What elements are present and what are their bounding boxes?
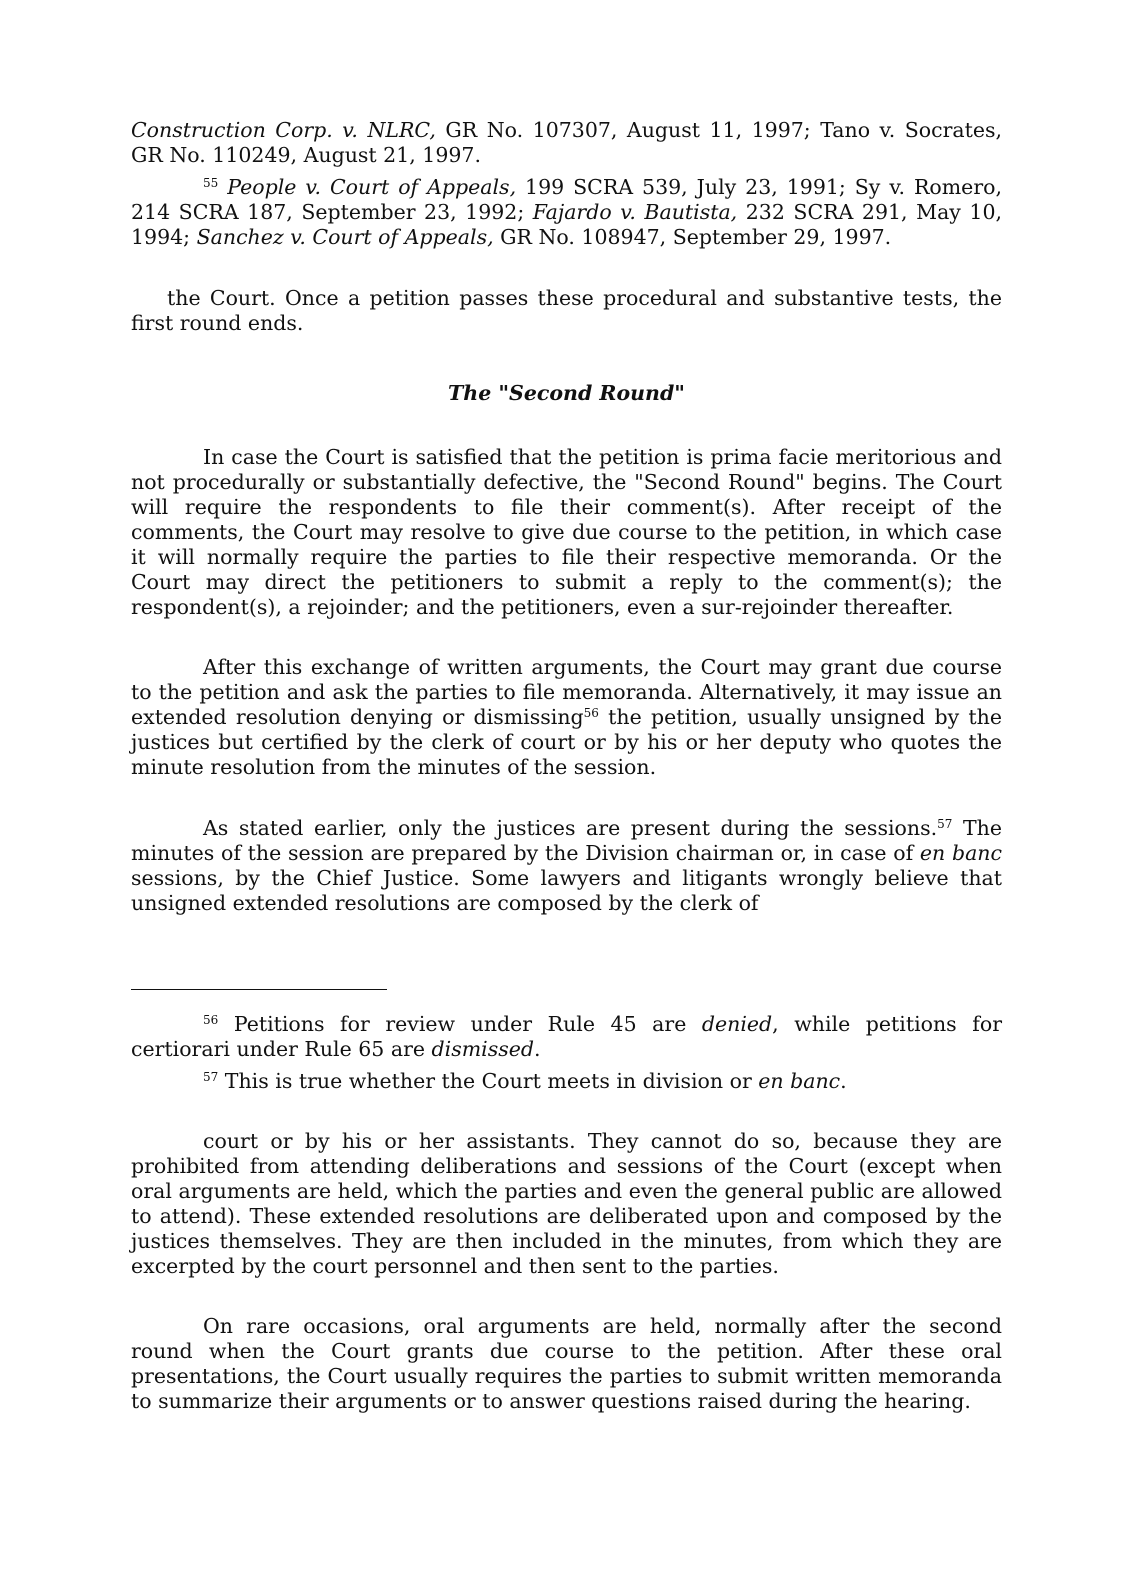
footnote-continuation: Construction Corp. v. NLRC, GR No. 107307, August 11, 1997; Tano v. Socrates, GR No. 110249, August 21, 1997. [131,118,1002,167]
footnote-57: $^{57}$ This is true whether the Court meets in division or en banc. [203,1069,847,1093]
paragraph-5: On rare occasions, oral arguments are held, normally after the second round when the Court grants due course to the petition. After these oral presentations, the Court usually requires the parties to submit written memoranda to summarize their arguments or to answer questions raised during the hearing. [131,1314,1002,1413]
footnote-number: 56 [203,1013,219,1027]
section-heading: The "Second Round" [448,381,685,405]
footnote-separator [131,989,387,990]
paragraph-1: In case the Court is satisfied that the petition is prima facie meritorious and not procedurally or substantially defective, the "Second Round" begins. The Court will require the respondents to file their comment(s). After receipt of the comments, the Court may resolve to give due course to the petition, in which case it will normally require the parties to file their respective memoranda. Or the Court may direct the petitioners to submit a reply to the comment(s); the respondent(s), a rejoinder; and the petitioners, even a sur-rejoinder thereafter. [131,445,1002,619]
footnote-55: $^{55}$ People v. Court of Appeals, 199 SCRA 539, July 23, 1991; Sy v. Romero, 214 SCRA 187, September 23, 1992; Fajardo v. Bautista, 232 SCRA 291, May 10, 1994; Sanchez v. Court of Appeals, GR No. 108947, September 29, 1997. [131,175,1002,249]
footnote-ref-57[interactable]: 57 [937,817,953,831]
footnote-number: 57 [203,1070,219,1084]
footnote-number: 55 [203,176,219,190]
paragraph-3: As stated earlier, only the justices are present during the sessions.$^{57}$ The minutes of the session are prepared by the Division chairman or, in case of en banc sessions, by the Chief Justice. Some lawyers and litigants wrongly believe that unsigned extended resolutions are composed by the clerk of [131,816,1002,915]
paragraph-2: After this exchange of written arguments, the Court may grant due course to the petition and ask the parties to file memoranda. Alternatively, it may issue an extended resolution denying or dismissing$^{56}$ the petition, usually unsigned by the justices but certified by the clerk of court or by his or her deputy who quotes the minute resolution from the minutes of the session. [131,655,1002,779]
footnote-56: $^{56}$ Petitions for review under Rule 45 are denied, while petitions for certiorari under Rule 65 are dismissed. [131,1012,1002,1061]
footnote-ref-56[interactable]: 56 [583,706,599,720]
paragraph-intro: the Court. Once a petition passes these procedural and substantive tests, the first round ends. [131,286,1002,335]
paragraph-4: court or by his or her assistants. They cannot do so, because they are prohibited from attending deliberations and sessions of the Court (except when oral arguments are held, which the parties and even the general public are allowed to attend). These extended resolutions are deliberated upon and composed by the justices themselves. They are then included in the minutes, from which they are excerpted by the court personnel and then sent to the parties. [131,1129,1002,1278]
